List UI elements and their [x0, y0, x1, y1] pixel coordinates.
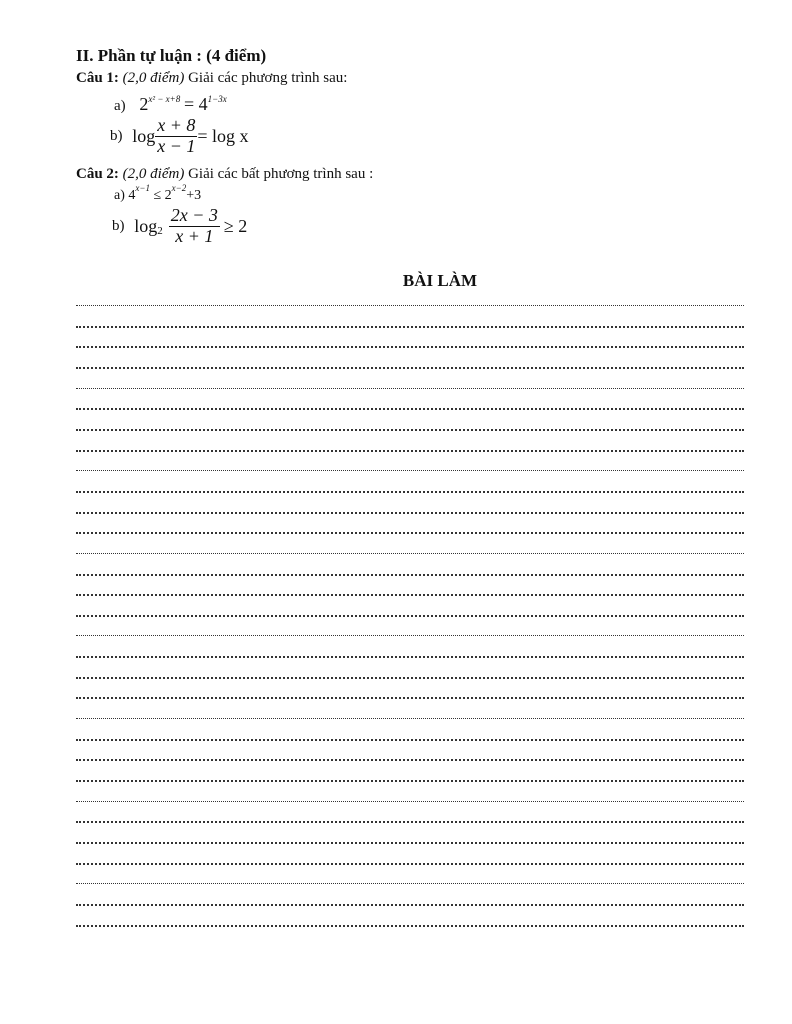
question-2b-denominator: x + 1	[175, 225, 214, 246]
answer-line[interactable]	[76, 780, 744, 782]
question-2a	[114, 183, 202, 204]
answer-line[interactable]	[76, 739, 744, 741]
answer-line[interactable]	[76, 491, 744, 493]
answer-line[interactable]	[76, 635, 744, 636]
answer-line[interactable]	[76, 346, 744, 348]
answer-line[interactable]	[76, 904, 744, 906]
question-2b-numerator: 2x − 3	[170, 205, 218, 225]
answer-line[interactable]	[76, 842, 744, 844]
answer-line[interactable]	[76, 759, 744, 761]
question-1b-rhs: = log x	[197, 125, 249, 146]
answer-line[interactable]	[76, 863, 744, 865]
question-2a-marker: a) 4	[114, 188, 136, 203]
answer-line[interactable]	[76, 925, 744, 927]
answer-line[interactable]	[76, 305, 744, 306]
question-1-label: Câu 1:	[76, 70, 119, 86]
answer-line[interactable]	[76, 594, 744, 596]
question-2a-exponent-1: x−1	[135, 183, 150, 193]
question-1a-exponent-right: 1−3x	[207, 94, 227, 104]
answer-line[interactable]	[76, 574, 744, 576]
answer-line[interactable]	[76, 408, 744, 410]
question-1-header	[76, 70, 347, 87]
question-1a	[114, 94, 227, 115]
question-1b-fraction	[155, 116, 197, 157]
answer-line[interactable]	[76, 470, 744, 471]
question-2a-leq: ≤ 2	[153, 188, 172, 203]
answer-line[interactable]	[76, 821, 744, 823]
answer-line[interactable]	[76, 326, 744, 328]
question-2-points: (2,0 điểm)	[122, 166, 185, 182]
answer-line[interactable]	[76, 429, 744, 431]
question-1a-exponent-left: x² − x+8	[148, 94, 181, 104]
answer-heading: BÀI LÀM	[402, 271, 478, 290]
answer-line[interactable]	[76, 450, 744, 452]
answer-line[interactable]	[76, 656, 744, 658]
answer-line[interactable]	[76, 388, 744, 389]
question-2b-fraction	[169, 206, 220, 247]
question-1b-numerator: x + 8	[157, 115, 196, 135]
question-1a-base: 2	[139, 94, 149, 114]
question-1a-equals: = 4	[184, 94, 208, 114]
question-2a-tail: +3	[186, 188, 202, 203]
answer-line[interactable]	[76, 512, 744, 514]
answer-line[interactable]	[76, 697, 744, 699]
question-1-points: (2,0 điểm)	[122, 70, 185, 86]
answer-line[interactable]	[76, 718, 744, 719]
answer-line[interactable]	[76, 553, 744, 554]
question-2b-log: log	[134, 215, 158, 236]
section-title: II. Phần tự luận : (4 điểm)	[76, 46, 267, 65]
question-2-prompt: Giải các bất phương trình sau :	[188, 166, 374, 182]
answer-line[interactable]	[76, 677, 744, 679]
answer-line[interactable]	[76, 367, 744, 369]
question-1-prompt: Giải các phương trình sau:	[188, 70, 348, 86]
answer-line[interactable]	[76, 532, 744, 534]
answer-line[interactable]	[76, 801, 744, 802]
answer-line[interactable]	[76, 615, 744, 617]
question-2b-log-base: 2	[157, 225, 163, 238]
answer-line[interactable]	[76, 883, 744, 884]
question-1b	[110, 116, 249, 157]
question-1b-denominator: x − 1	[157, 135, 196, 156]
question-2-header	[76, 166, 373, 183]
question-1a-marker: a)	[114, 98, 126, 114]
question-2a-exponent-2: x−2	[171, 183, 187, 193]
question-2b-marker: b)	[112, 217, 125, 234]
question-1b-log: log	[132, 125, 156, 146]
question-2b	[112, 206, 247, 247]
question-2b-rhs: ≥ 2	[223, 215, 248, 236]
question-2-label: Câu 2:	[76, 166, 119, 182]
question-1b-marker: b)	[110, 127, 123, 144]
